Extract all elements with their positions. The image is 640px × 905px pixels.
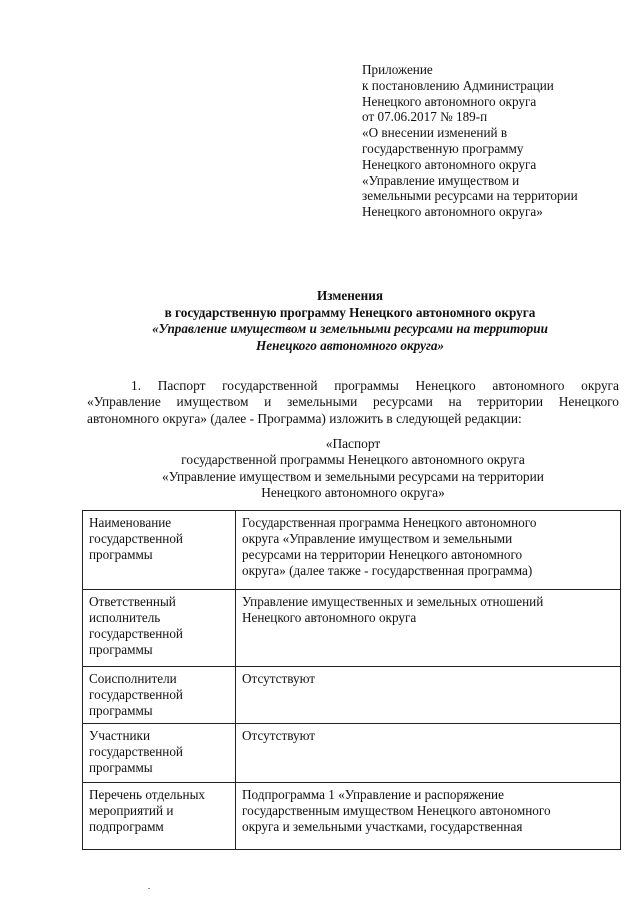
value-line: Отсутствуют: [242, 728, 316, 743]
appendix-line: Ненецкого автономного округа: [362, 93, 537, 109]
label-line: государственной: [89, 687, 183, 702]
label-line: Наименование: [89, 515, 172, 530]
passport-heading: [87, 436, 619, 502]
row-label-cell: [83, 783, 236, 850]
label-line: программы: [89, 547, 153, 562]
value-line: Отсутствуют: [242, 671, 316, 686]
label-line: Соисполнители: [89, 671, 177, 686]
paragraph-line: «Управление имуществом и земельными ресурсами на территории Ненецкого: [87, 394, 619, 410]
label-line: программы: [89, 703, 153, 718]
label-line: государственной: [89, 626, 183, 641]
appendix-line: Ненецкого автономного округа»: [362, 204, 543, 220]
row-label-cell: [83, 511, 236, 590]
table-row: [83, 724, 621, 783]
title-line: Ненецкого автономного округа»: [255, 337, 445, 353]
label-line: программы: [89, 642, 153, 657]
appendix-line: от 07.06.2017 № 189-п: [362, 109, 488, 125]
row-value-cell: [236, 783, 621, 850]
intro-paragraph: [87, 378, 619, 427]
label-line: Перечень отдельных: [89, 787, 206, 802]
label-line: Участники: [89, 728, 151, 743]
title-line: «Управление имуществом и земельными ресурсами на территории: [152, 321, 548, 337]
appendix-block: [362, 62, 632, 220]
label-line: мероприятий и: [89, 803, 174, 818]
table-row: [83, 783, 621, 850]
appendix-line: к постановлению Администрации: [362, 77, 554, 93]
label-line: программы: [89, 760, 153, 775]
value-line: Управление имущественных и земельных отношений: [242, 594, 544, 609]
value-line: Ненецкого автономного округа: [242, 610, 417, 625]
row-label-cell: [83, 590, 236, 667]
passport-table: [82, 510, 621, 850]
appendix-line: земельными ресурсами на территории: [362, 188, 578, 204]
row-label-cell: [83, 667, 236, 724]
paragraph-line: 1. Паспорт государственной программы Ненецкого автономного округа: [131, 378, 619, 393]
table-row: [83, 511, 621, 590]
label-line: государственной: [89, 744, 183, 759]
row-value-cell: [236, 724, 621, 783]
appendix-line: Приложение: [362, 62, 433, 77]
appendix-line: государственную программу: [362, 140, 524, 156]
value-line: округа «Управление имуществом и земельными: [242, 531, 513, 546]
value-line: округа и земельными участками, государственная: [242, 819, 523, 834]
value-line: Подпрограмма 1 «Управление и распоряжение: [242, 787, 504, 802]
label-line: Ответственный: [89, 594, 176, 609]
value-line: государственным имуществом Ненецкого автономного: [242, 803, 551, 818]
row-value-cell: [236, 667, 621, 724]
appendix-line: Ненецкого автономного округа: [362, 156, 537, 172]
table-row: [83, 667, 621, 724]
value-line: Государственная программа Ненецкого автономного: [242, 515, 537, 530]
label-line: государственной: [89, 531, 183, 546]
appendix-line: «О внесении изменений в: [362, 125, 508, 141]
passport-line: «Паспорт: [325, 436, 381, 451]
title-line: в государственную программу Ненецкого автономного округа: [164, 304, 536, 320]
row-value-cell: [236, 590, 621, 667]
passport-line: «Управление имуществом и земельными ресурсами на территории: [162, 468, 544, 484]
value-line: округа» (далее также - государственная программа): [242, 563, 533, 578]
scan-speck: [148, 888, 150, 889]
document-title: [80, 288, 620, 354]
row-value-cell: [236, 511, 621, 590]
label-line: исполнитель: [89, 610, 161, 625]
table-row: [83, 590, 621, 667]
paragraph-line: автономного округа» (далее - Программа) изложить в следующей редакции:: [87, 410, 522, 426]
appendix-line: «Управление имуществом и: [362, 172, 520, 188]
title-line: Изменения: [317, 288, 383, 303]
row-label-cell: [83, 724, 236, 783]
passport-line: государственной программы Ненецкого автономного округа: [181, 452, 525, 468]
passport-line: Ненецкого автономного округа»: [261, 485, 445, 501]
label-line: подпрограмм: [89, 819, 164, 834]
value-line: ресурсами на территории Ненецкого автономного: [242, 547, 523, 562]
